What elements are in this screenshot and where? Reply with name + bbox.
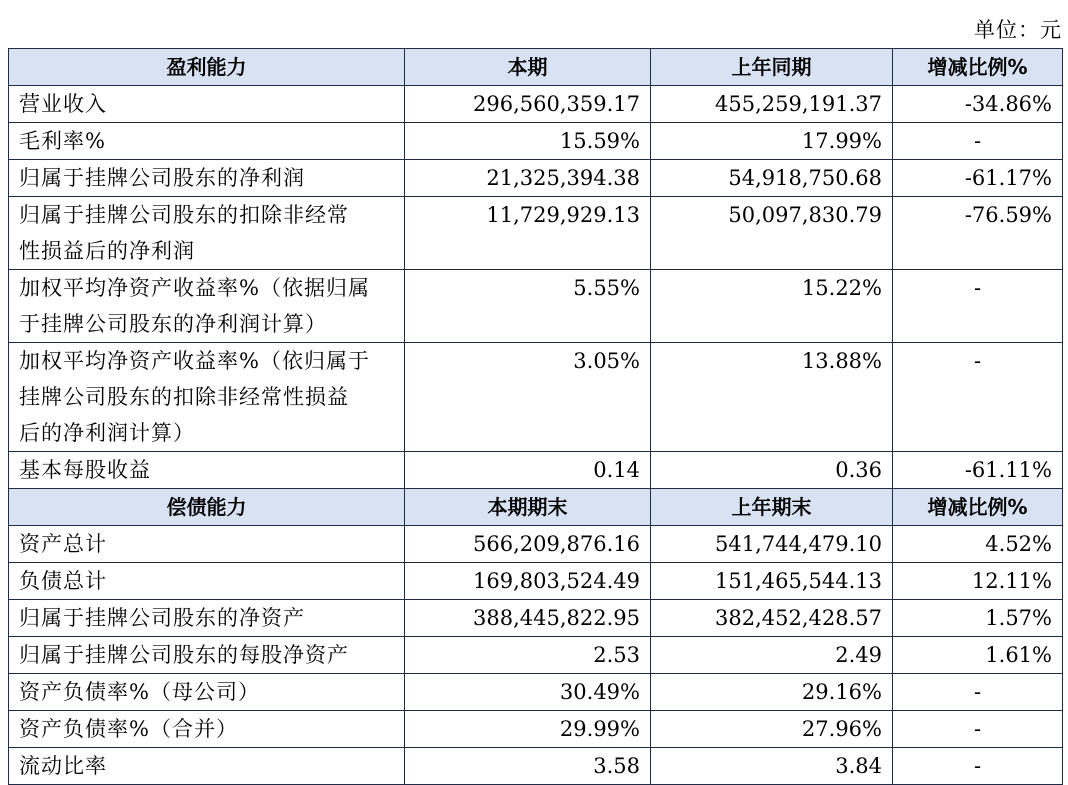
header-profitability: 盈利能力: [9, 49, 405, 86]
table-row: [9, 123, 1063, 160]
current-value: 388,445,822.95: [405, 600, 651, 637]
prior-value: 2.49: [651, 637, 893, 674]
table-row: [9, 452, 1063, 489]
prior-value: 0.36: [651, 452, 893, 489]
row-label: 资产总计: [9, 526, 405, 563]
header-prior-year-end: 上年期末: [651, 489, 893, 526]
table-row: [9, 197, 1063, 270]
current-value: 566,209,876.16: [405, 526, 651, 563]
header-current-period: 本期: [405, 49, 651, 86]
table-row: [9, 160, 1063, 197]
change-value: -: [893, 711, 1063, 748]
row-label: [9, 197, 405, 270]
header-change-pct: 增减比例%: [893, 489, 1063, 526]
table-row: [9, 86, 1063, 123]
change-value: 1.57%: [893, 600, 1063, 637]
prior-value: 382,452,428.57: [651, 600, 893, 637]
current-value: 0.14: [405, 452, 651, 489]
prior-value: 50,097,830.79: [651, 197, 893, 270]
row-label: 基本每股收益: [9, 452, 405, 489]
current-value: 29.99%: [405, 711, 651, 748]
table-row: [9, 343, 1063, 452]
row-label: 毛利率%: [9, 123, 405, 160]
row-label-line: 挂牌公司股东的扣除非经常性损益: [19, 385, 349, 409]
header-change-pct: 增减比例%: [893, 49, 1063, 86]
unit-label: 单位：元: [974, 18, 1062, 42]
current-value: 11,729,929.13: [405, 197, 651, 270]
current-value: 2.53: [405, 637, 651, 674]
change-value: -61.11%: [893, 452, 1063, 489]
header-period-end: 本期期末: [405, 489, 651, 526]
row-label: [9, 270, 405, 343]
prior-value: 151,465,544.13: [651, 563, 893, 600]
solvency-header-row: [9, 489, 1063, 526]
row-label-line: 后的净利润计算）: [19, 421, 195, 445]
table-row: [9, 711, 1063, 748]
profit-header-row: [9, 49, 1063, 86]
row-label: 归属于挂牌公司股东的净资产: [9, 600, 405, 637]
prior-value: 27.96%: [651, 711, 893, 748]
row-label: 资产负债率%（合并）: [9, 711, 405, 748]
change-value: -: [893, 270, 1063, 343]
change-value: -: [893, 123, 1063, 160]
financial-indicators-table: [8, 48, 1063, 785]
change-value: 12.11%: [893, 563, 1063, 600]
current-value: 21,325,394.38: [405, 160, 651, 197]
change-value: -: [893, 343, 1063, 452]
prior-value: 541,744,479.10: [651, 526, 893, 563]
header-prior-period: 上年同期: [651, 49, 893, 86]
table-row: [9, 270, 1063, 343]
current-value: 296,560,359.17: [405, 86, 651, 123]
row-label-line: 于挂牌公司股东的净利润计算）: [19, 312, 327, 336]
change-value: -: [893, 674, 1063, 711]
current-value: 5.55%: [405, 270, 651, 343]
current-value: 169,803,524.49: [405, 563, 651, 600]
row-label: 归属于挂牌公司股东的净利润: [9, 160, 405, 197]
change-value: -34.86%: [893, 86, 1063, 123]
row-label: 负债总计: [9, 563, 405, 600]
change-value: 1.61%: [893, 637, 1063, 674]
change-value: 4.52%: [893, 526, 1063, 563]
prior-value: 29.16%: [651, 674, 893, 711]
prior-value: 17.99%: [651, 123, 893, 160]
current-value: 3.05%: [405, 343, 651, 452]
current-value: 3.58: [405, 748, 651, 785]
table-row: [9, 674, 1063, 711]
row-label-line: 加权平均净资产收益率%（依据归属: [19, 276, 370, 300]
row-label: 营业收入: [9, 86, 405, 123]
prior-value: 455,259,191.37: [651, 86, 893, 123]
prior-value: 15.22%: [651, 270, 893, 343]
row-label: 流动比率: [9, 748, 405, 785]
row-label: 资产负债率%（母公司）: [9, 674, 405, 711]
row-label-line: 加权平均净资产收益率%（依归属于: [19, 349, 370, 373]
row-label-line: 归属于挂牌公司股东的扣除非经常: [19, 203, 349, 227]
row-label: 归属于挂牌公司股东的每股净资产: [9, 637, 405, 674]
table-row: [9, 600, 1063, 637]
header-solvency: 偿债能力: [9, 489, 405, 526]
prior-value: 3.84: [651, 748, 893, 785]
current-value: 30.49%: [405, 674, 651, 711]
table-row: [9, 526, 1063, 563]
prior-value: 54,918,750.68: [651, 160, 893, 197]
change-value: -61.17%: [893, 160, 1063, 197]
change-value: -76.59%: [893, 197, 1063, 270]
table-row: [9, 563, 1063, 600]
change-value: -: [893, 748, 1063, 785]
prior-value: 13.88%: [651, 343, 893, 452]
current-value: 15.59%: [405, 123, 651, 160]
row-label: [9, 343, 405, 452]
table-row: [9, 748, 1063, 785]
table-row: [9, 637, 1063, 674]
row-label-line: 性损益后的净利润: [19, 239, 195, 263]
